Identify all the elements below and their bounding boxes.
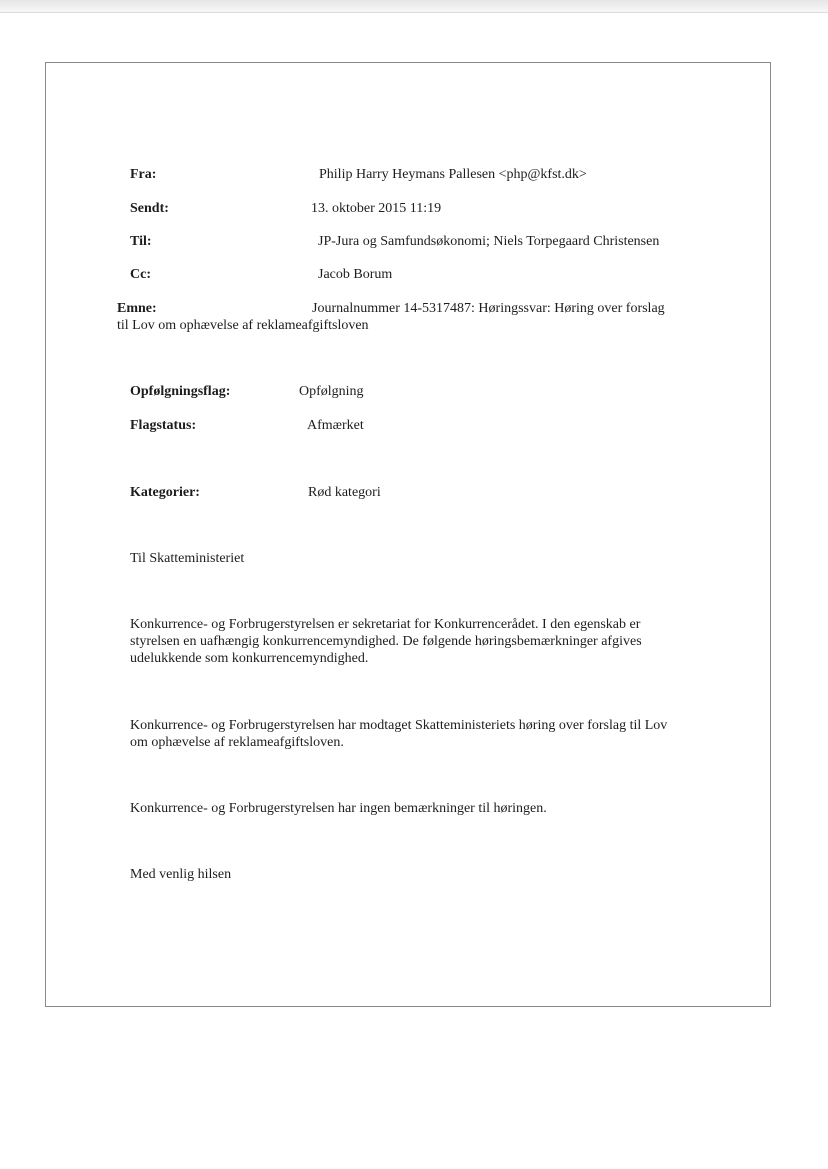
- paragraph-1-line-2: styrelsen en uafhængig konkurrencemyndighed. De følgende høringsbemærkninger afgives: [130, 634, 642, 649]
- from-label: Fra:: [130, 167, 157, 182]
- subject-value: Journalnummer 14-5317487: Høringssvar: Høring over forslag: [312, 301, 665, 316]
- paragraph-1-line-3: udelukkende som konkurrencemyndighed.: [130, 651, 369, 666]
- paragraph-2-line-1: Konkurrence- og Forbrugerstyrelsen har modtaget Skatteministeriets høring over forslag til Lov: [130, 718, 668, 733]
- from-value: Philip Harry Heymans Pallesen <php@kfst.dk>: [319, 167, 587, 182]
- categories-value: Rød kategori: [308, 485, 381, 500]
- flag-status-value: Afmærket: [307, 418, 364, 433]
- paragraph-3: Konkurrence- og Forbrugerstyrelsen har ingen bemærkninger til høringen.: [130, 801, 547, 816]
- subject-continuation: til Lov om ophævelse af reklameafgiftsloven: [117, 318, 369, 333]
- closing: Med venlig hilsen: [130, 867, 232, 882]
- cc-value: Jacob Borum: [318, 267, 393, 282]
- to-value: JP-Jura og Samfundsøkonomi; Niels Torpegaard Christensen: [318, 234, 660, 249]
- categories-label: Kategorier:: [130, 485, 200, 500]
- subject-label: Emne:: [117, 301, 157, 316]
- salutation: Til Skatteministeriet: [130, 551, 245, 566]
- to-label: Til:: [130, 234, 152, 249]
- followup-flag-label: Opfølgningsflag:: [130, 384, 231, 399]
- cc-label: Cc:: [130, 267, 151, 282]
- paragraph-1-line-1: Konkurrence- og Forbrugerstyrelsen er sekretariat for Konkurrencerådet. I den egenskab er: [130, 617, 641, 632]
- sent-label: Sendt:: [130, 201, 169, 216]
- scan-top-edge: [0, 0, 828, 13]
- flag-status-label: Flagstatus:: [130, 418, 197, 433]
- sent-value: 13. oktober 2015 11:19: [311, 201, 442, 216]
- paragraph-2-line-2: om ophævelse af reklameafgiftsloven.: [130, 735, 344, 750]
- followup-flag-value: Opfølgning: [299, 384, 364, 399]
